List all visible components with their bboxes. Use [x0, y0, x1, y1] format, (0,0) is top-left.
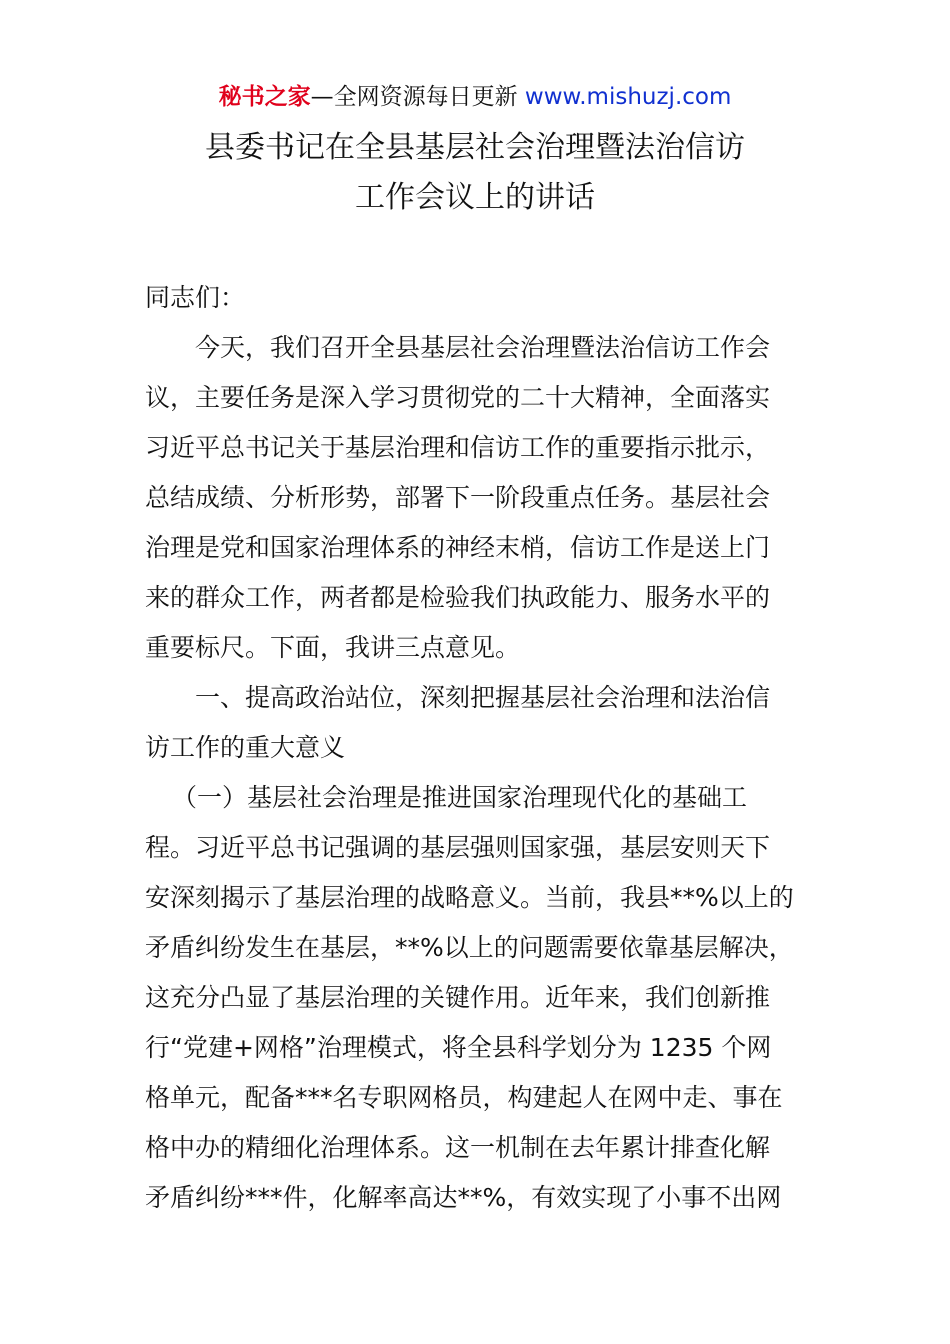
salutation: 同志们：: [145, 283, 246, 312]
document-title-line-1: 县委书记在全县基层社会治理暨法治信访: [205, 130, 745, 165]
paragraph-line: 格中办的精细化治理体系。这一机制在去年累计排查化解: [145, 1133, 771, 1162]
paragraph-line: 来的群众工作，两者都是检验我们执政能力、服务水平的: [145, 583, 771, 612]
paragraph-line: 重要标尺。下面，我讲三点意见。: [145, 633, 521, 662]
paragraph-line: 矛盾纠纷***件，化解率高达**%，有效实现了小事不出网: [145, 1183, 782, 1212]
paragraph-line: 安深刻揭示了基层治理的战略意义。当前，我县**%以上的: [145, 883, 794, 912]
paragraph-line: 行“党建+网格”治理模式，将全县科学划分为 1235 个网: [145, 1033, 772, 1062]
paragraph-line: 总结成绩、分析形势，部署下一阶段重点任务。基层社会: [145, 483, 771, 512]
banner-tagline: —全网资源每日更新: [310, 84, 518, 110]
paragraph-line: 这充分凸显了基层治理的关键作用。近年来，我们创新推: [145, 983, 771, 1012]
paragraph-line: 治理是党和国家治理体系的神经末梢，信访工作是送上门: [145, 533, 771, 562]
paragraph-line: 今天，我们召开全县基层社会治理暨法治信访工作会: [195, 333, 771, 362]
paragraph-line: 矛盾纠纷发生在基层，**%以上的问题需要依靠基层解决，: [145, 933, 794, 962]
site-banner: [0, 80, 950, 114]
paragraph-line: （一）基层社会治理是推进国家治理现代化的基础工: [172, 783, 748, 812]
section-heading-line: 访工作的重大意义: [145, 733, 346, 762]
section-heading-line: 一、提高政治站位，深刻把握基层社会治理和法治信: [195, 683, 771, 712]
brand-name: 秘书之家: [218, 84, 311, 110]
document-title-line-2: 工作会议上的讲话: [355, 180, 595, 215]
paragraph-line: 习近平总书记关于基层治理和信访工作的重要指示批示，: [145, 433, 771, 462]
site-url-link[interactable]: www.mishuzj.com: [524, 84, 732, 110]
paragraph-line: 议，主要任务是深入学习贯彻党的二十大精神，全面落实: [145, 383, 771, 412]
paragraph-line: 格单元，配备***名专职网格员，构建起人在网中走、事在: [145, 1083, 783, 1112]
paragraph-line: 程。习近平总书记强调的基层强则国家强，基层安则天下: [145, 833, 771, 862]
